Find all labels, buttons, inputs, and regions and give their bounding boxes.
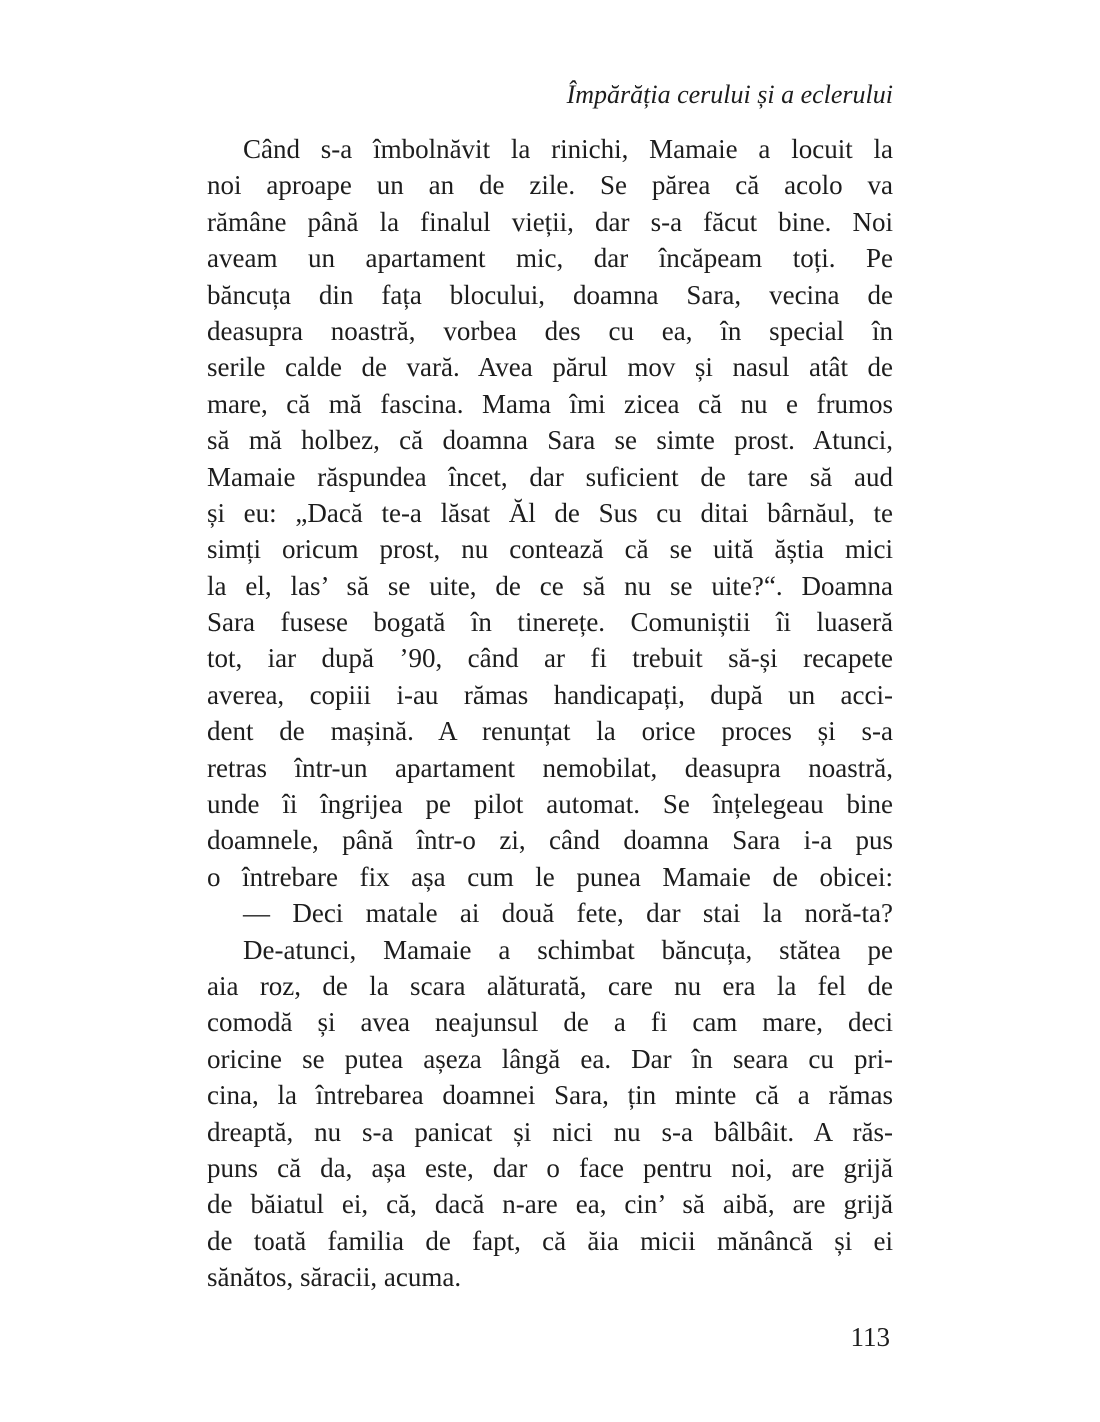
text-line: — Deci matale ai două fete, dar stai la noră-ta? — [243, 898, 893, 929]
text-line: mare, că mă fascina. Mama îmi zicea că nu e frumos — [207, 388, 893, 419]
text-line: dreaptă, nu s-a panicat și nici nu s-a bâlbâit. A răs- — [207, 1116, 893, 1147]
text-line: aia roz, de la scara alăturată, care nu era la fel de — [207, 970, 893, 1001]
text-line: și eu: „Dacă te-a lăsat Ăl de Sus cu ditai bârnăul, te — [207, 497, 893, 528]
page-number: 113 — [850, 1322, 890, 1352]
text-line: simți oricum prost, nu contează că se uită ăștia mici — [207, 534, 893, 565]
text-line: să mă holbez, că doamna Sara se simte prost. Atunci, — [207, 425, 893, 456]
text-line: Când s-a îmbolnăvit la rinichi, Mamaie a locuit la — [243, 134, 893, 164]
running-head: Împărăția cerului și a eclerului — [566, 80, 893, 109]
text-line: Sara fusese bogată în tinerețe. Comuniștii îi luaseră — [207, 607, 893, 638]
text-line: de băiatul ei, că, dacă n-are ea, cin’ să aibă, are grijă — [207, 1189, 893, 1220]
text-line: deasupra noastră, vorbea des cu ea, în special în — [207, 315, 893, 346]
text-line: cina, la întrebarea doamnei Sara, țin minte că a rămas — [207, 1080, 893, 1111]
text-line: retras într-un apartament nemobilat, deasupra noastră, — [207, 752, 893, 783]
text-line: puns că da, așa este, dar o face pentru noi, are grijă — [207, 1152, 893, 1183]
text-line: o întrebare fix așa cum le punea Mamaie de obicei: — [207, 861, 893, 892]
text-line: la el, las’ să se uite, de ce să nu se uite?“. Doamna — [207, 570, 893, 601]
text-block — [207, 131, 893, 1296]
text-line: aveam un apartament mic, dar încăpeam toți. Pe — [207, 243, 893, 274]
text-line: comodă și avea neajunsul de a fi cam mare, deci — [207, 1007, 893, 1038]
text-line: De-atunci, Mamaie a schimbat băncuța, stătea pe — [243, 934, 893, 965]
text-line: tot, iar după ’90, când ar fi trebuit să-și recapete — [207, 643, 893, 674]
text-line: sănătos, săracii, acuma. — [207, 1262, 462, 1293]
text-line: dent de mașină. A renunțat la orice proces și s-a — [207, 716, 893, 747]
text-line: rămâne până la finalul vieții, dar s-a făcut bine. Noi — [207, 206, 893, 237]
paragraph — [207, 131, 893, 895]
text-line: doamnele, până într-o zi, când doamna Sara i-a pus — [207, 825, 893, 856]
text-line: serile calde de vară. Avea părul mov și nasul atât de — [207, 352, 893, 383]
text-line: băncuța din fața blocului, doamna Sara, vecina de — [207, 279, 893, 310]
paragraph — [207, 932, 893, 1296]
text-line: unde îi îngrijea pe pilot automat. Se înțelegeau bine — [207, 789, 893, 820]
text-line: noi aproape un an de zile. Se părea că acolo va — [207, 170, 893, 201]
text-line: Mamaie răspundea încet, dar suficient de tare să aud — [207, 461, 893, 492]
dialogue-paragraph — [207, 895, 893, 931]
text-line: averea, copiii i-au rămas handicapați, după un acci- — [207, 679, 893, 710]
text-line: de toată familia de fapt, că ăia micii mănâncă și ei — [207, 1225, 893, 1256]
text-line: oricine se putea așeza lângă ea. Dar în seara cu pri- — [207, 1043, 893, 1074]
